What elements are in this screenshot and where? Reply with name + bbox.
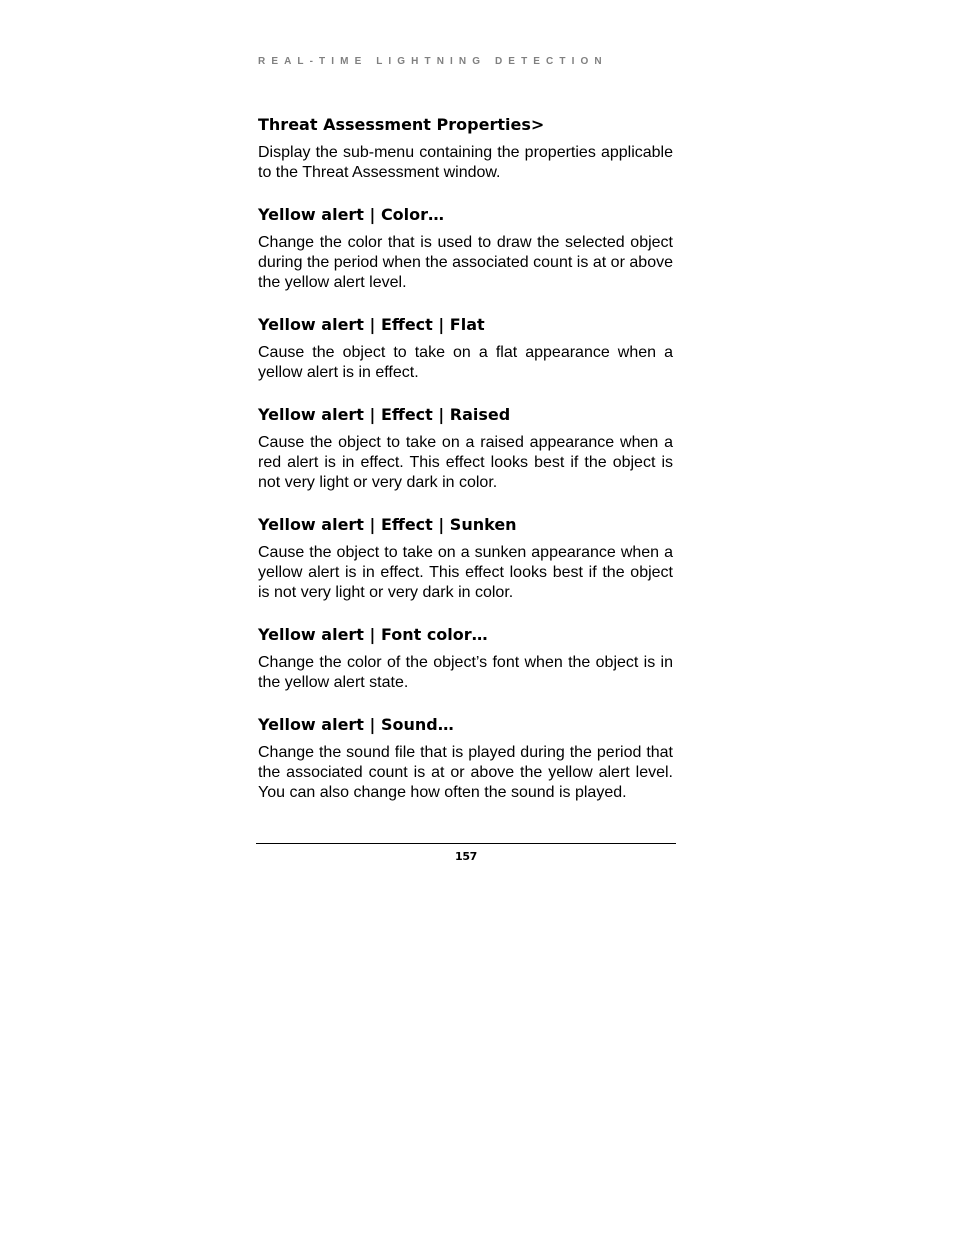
- section-yellow-alert-sound: [258, 713, 673, 803]
- section-yellow-alert-effect-raised: [258, 403, 673, 493]
- section-title: Yellow alert | Color…: [258, 205, 445, 224]
- section-yellow-alert-effect-sunken: [258, 513, 673, 603]
- section-yellow-alert-color: [258, 203, 673, 293]
- section-yellow-alert-font-color: [258, 623, 673, 693]
- section-title: Yellow alert | Sound…: [258, 715, 454, 734]
- page-content: [258, 113, 673, 823]
- section-title: Yellow alert | Effect | Flat: [258, 315, 485, 334]
- section-body: Change the color of the object’s font when the object is in the yellow alert state.: [258, 654, 673, 691]
- section-title: Threat Assessment Properties>: [258, 115, 545, 134]
- section-body: Display the sub-menu containing the properties applicable to the Threat Assessment window.: [258, 144, 673, 181]
- section-title: Yellow alert | Effect | Sunken: [258, 515, 517, 534]
- section-yellow-alert-effect-flat: [258, 313, 673, 383]
- section-body: Cause the object to take on a sunken appearance when a yellow alert is in effect. This effect looks best if the object is not very light or very dark in color.: [258, 544, 673, 601]
- section-threat-assessment-properties: [258, 113, 673, 183]
- section-body: Change the color that is used to draw the selected object during the period when the associated count is at or above the yellow alert level.: [258, 234, 673, 291]
- section-title: Yellow alert | Effect | Raised: [258, 405, 511, 424]
- page-number: 157: [454, 850, 478, 863]
- running-header: REAL-TIME LIGHTNING DETECTION: [258, 56, 608, 67]
- section-body: Change the sound file that is played during the period that the associated count is at or above the yellow alert level. You can also change how often the sound is played.: [258, 744, 673, 801]
- section-body: Cause the object to take on a flat appearance when a yellow alert is in effect.: [258, 344, 673, 381]
- footer-divider: [256, 843, 676, 844]
- section-title: Yellow alert | Font color…: [258, 625, 488, 644]
- section-body: Cause the object to take on a raised appearance when a red alert is in effect. This effect looks best if the object is not very light or very dark in color.: [258, 434, 673, 491]
